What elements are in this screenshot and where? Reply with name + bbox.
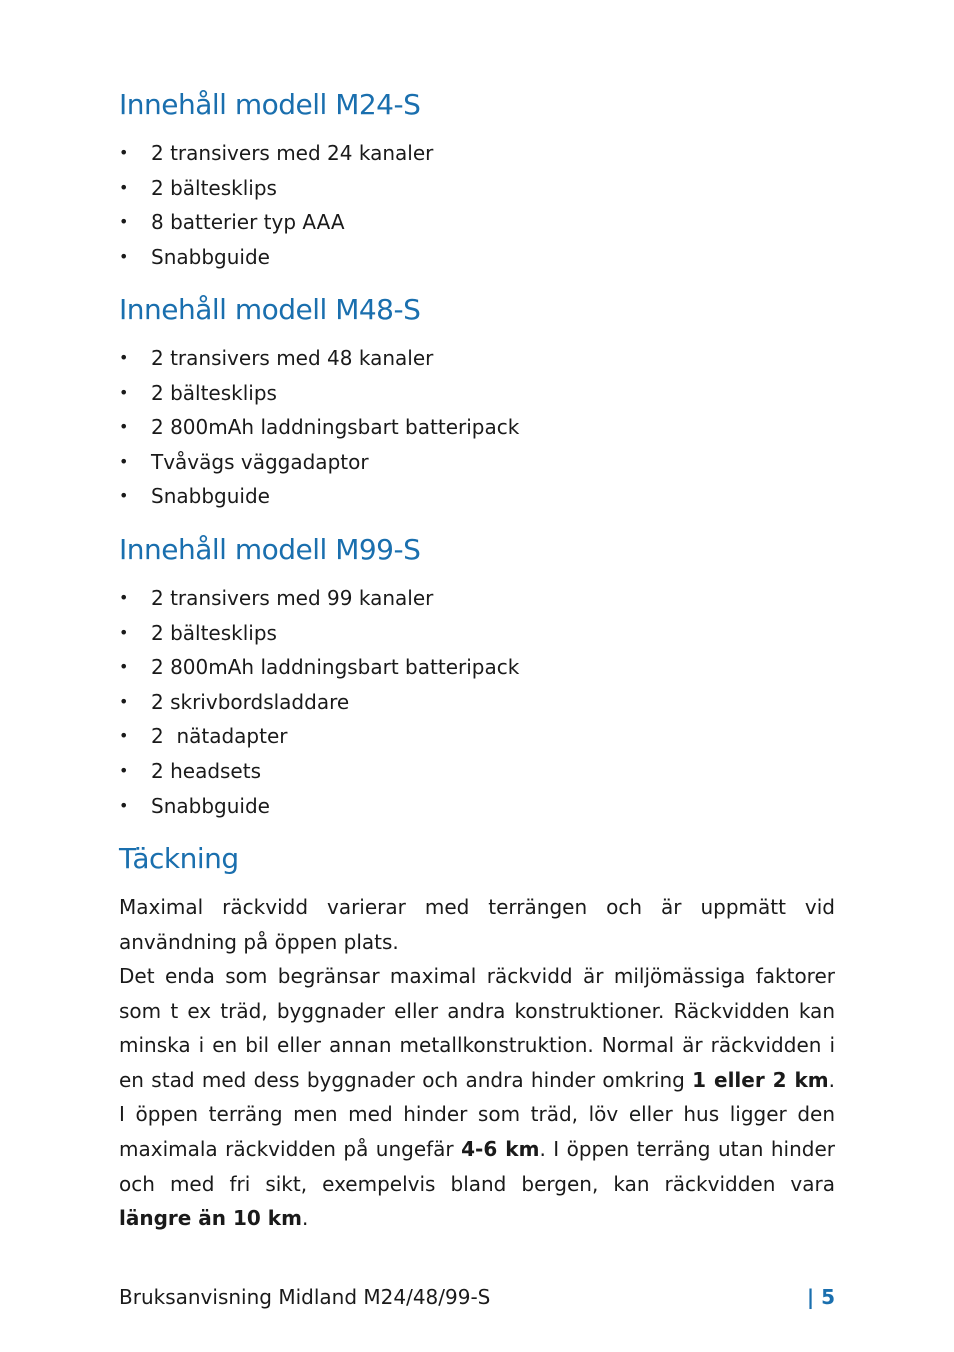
coverage-intro-paragraph: Maximal räckvidd varierar med terrängen och är uppmätt vid användning på öppen plats.	[119, 895, 835, 954]
list-item: • Snabbguide	[119, 484, 270, 509]
list-item: • 2 skrivbordsladdare	[119, 689, 350, 714]
list-item: • 2 transivers med 48 kanaler	[119, 346, 434, 370]
list-item: • 2 800mAh laddningsbart batteripack	[119, 415, 520, 440]
range-obstacles: 4-6 km	[461, 1136, 540, 1161]
list-item: • 2 bältesklips	[119, 380, 277, 405]
coverage-heading: Täckning	[119, 842, 239, 875]
section-heading-m48: Innehåll modell M48-S	[119, 293, 421, 326]
contents-list-m99	[119, 581, 835, 823]
section-heading-m99: Innehåll modell M99-S	[119, 533, 421, 566]
footer-title: Bruksanvisning Midland M24/48/99-S	[119, 1285, 491, 1309]
list-item: • 2 transivers med 24 kanaler	[119, 141, 434, 165]
list-item: • 2 nätadapter	[119, 724, 288, 749]
list-item: • 2 800mAh laddningsbart batteripack	[119, 655, 520, 680]
contents-list-m48	[119, 341, 835, 514]
range-open: längre än 10 km	[119, 1206, 302, 1231]
list-item: • Snabbguide	[119, 244, 270, 269]
list-item: • 2 transivers med 99 kanaler	[119, 586, 434, 610]
list-item: • 8 batterier typ AAA	[119, 210, 345, 235]
coverage-detail-paragraph: Det enda som begränsar maximal räckvidd är miljömässiga faktorer som t ex träd, byggnader eller andra konstruktioner. Räckvidden kan minska i en bil eller annan metallkonstruktion. Normal är räckvidden i en stad med dess byggnader och andra hinder omkring 1 eller 2 km. I öppen terräng men med hinder som träd, löv eller hus ligger den maximala räckvidden på ungefär 4-6 km. I öppen terräng utan hinder och med fri sikt, exempelvis bland bergen, kan räckvidden vara längre än 10 km.	[119, 964, 835, 1231]
page-number: | 5	[806, 1285, 835, 1309]
list-item: • Snabbguide	[119, 793, 270, 818]
range-city: 1 eller 2 km	[692, 1067, 829, 1092]
list-item: • 2 bältesklips	[119, 175, 277, 200]
list-item: • 2 headsets	[119, 758, 261, 783]
list-item: • Tvåvägs väggadaptor	[119, 449, 369, 474]
section-heading-m24: Innehåll modell M24-S	[119, 88, 421, 121]
contents-list-m24	[119, 136, 835, 274]
list-item: • 2 bältesklips	[119, 620, 277, 645]
